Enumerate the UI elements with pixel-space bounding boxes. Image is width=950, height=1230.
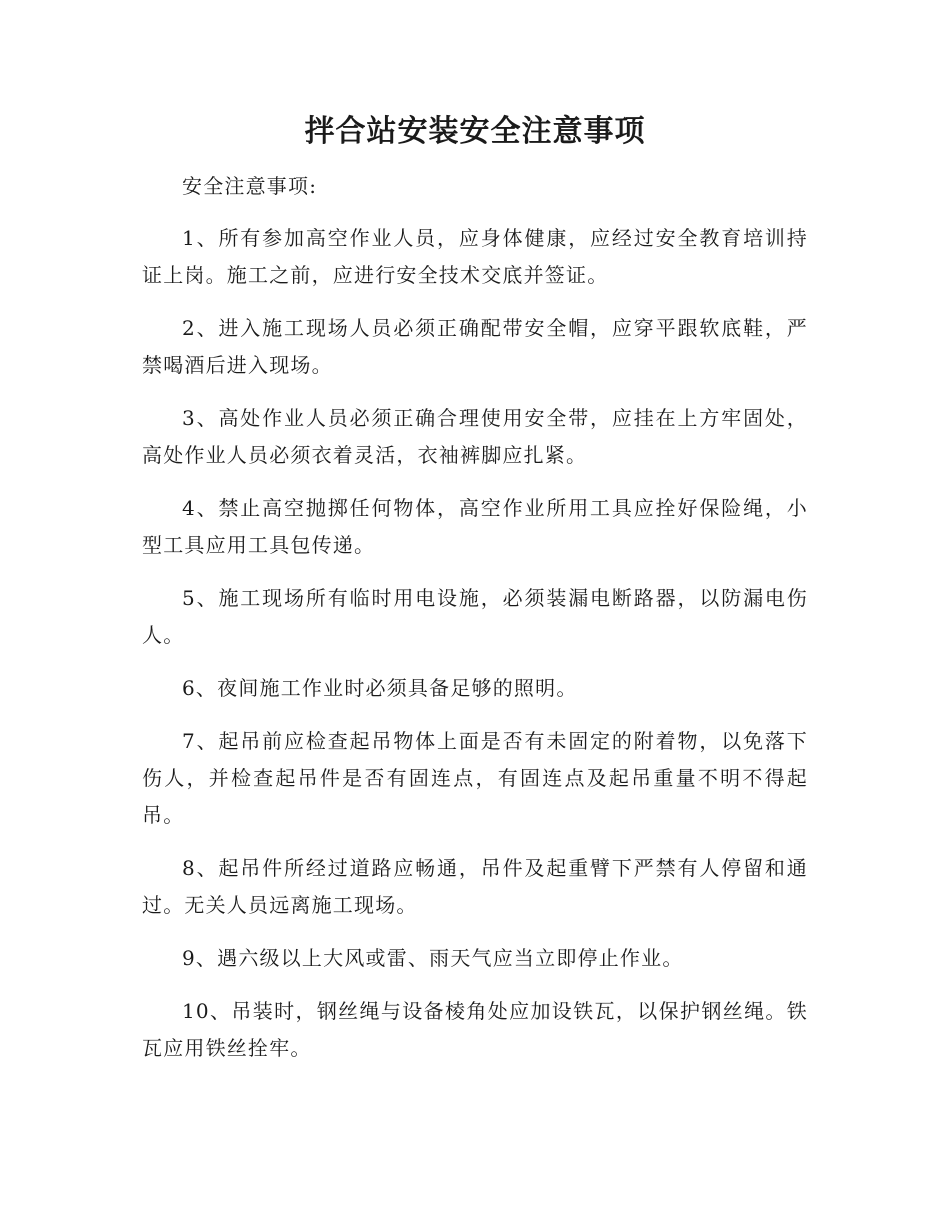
document-body xyxy=(142,168,808,1083)
safety-item-5: 5、施工现场所有临时用电设施，必须装漏电断路器，以防漏电伤人。 xyxy=(142,586,808,647)
safety-item-6: 6、夜间施工作业时必须具备足够的照明。 xyxy=(182,676,578,700)
safety-item-1: 1、所有参加高空作业人员，应身体健康，应经过安全教育培训持证上岗。施工之前，应进行安全技术交底并签证。 xyxy=(142,226,808,287)
safety-item-7: 7、起吊前应检查起吊物体上面是否有未固定的附着物，以免落下伤人，并检查起吊件是否有固连点，有固连点及起吊重量不明不得起吊。 xyxy=(142,729,808,827)
intro-paragraph: 安全注意事项: xyxy=(182,174,318,198)
safety-item-2: 2、进入施工现场人员必须正确配带安全帽，应穿平跟软底鞋，严禁喝酒后进入现场。 xyxy=(142,316,808,377)
safety-item-3: 3、高处作业人员必须正确合理使用安全带，应挂在上方牢固处，高处作业人员必须衣着灵活，衣袖裤脚应扎紧。 xyxy=(142,406,808,467)
safety-item-10: 10、吊装时，钢丝绳与设备棱角处应加设铁瓦，以保护钢丝绳。铁瓦应用铁丝拴牢。 xyxy=(142,999,808,1060)
safety-item-8: 8、起吊件所经过道路应畅通，吊件及起重臂下严禁有人停留和通过。无关人员远离施工现场。 xyxy=(142,856,808,917)
document-title: 拌合站安装安全注意事项 xyxy=(304,114,646,149)
safety-item-4: 4、禁止高空抛掷任何物体，高空作业所用工具应拴好保险绳，小型工具应用工具包传递。 xyxy=(142,496,808,557)
safety-item-9: 9、遇六级以上大风或雷、雨天气应当立即停止作业。 xyxy=(182,946,684,970)
